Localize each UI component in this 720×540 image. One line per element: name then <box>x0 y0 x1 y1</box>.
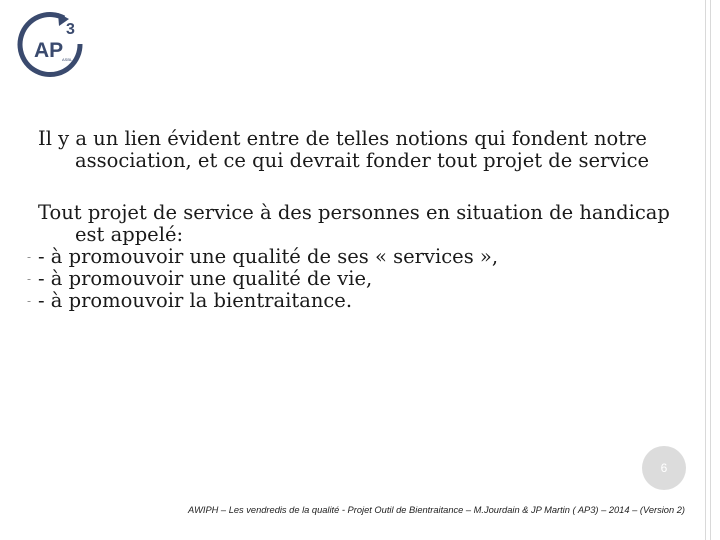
list-item-text: - à promouvoir une qualité de vie, <box>38 267 373 290</box>
bullet-list <box>27 245 698 312</box>
list-item <box>27 289 698 312</box>
page-number-badge <box>642 446 686 490</box>
logo-superscript: 3 <box>66 21 75 38</box>
footer-text: AWIPH – Les vendredis de la qualité - Projet Outil de Bientraitance – M.Jourdain & JP Martin ( AP3) – 2014 – (Version 2) <box>188 505 685 515</box>
list-item <box>27 267 698 290</box>
list-item <box>27 245 698 268</box>
ap3-logo <box>14 10 88 82</box>
logo-small-text: ASBL <box>62 57 73 62</box>
paragraph-intro <box>38 128 698 172</box>
paragraph-line: est appelé: <box>75 223 184 246</box>
paragraph-line: Il y a un lien évident entre de telles notions qui fondent notre <box>38 127 647 150</box>
edge-decoration-line <box>705 0 706 540</box>
bullet-marker: - <box>27 272 32 286</box>
bullet-marker: - <box>27 294 32 308</box>
logo-main-text: AP <box>34 39 64 62</box>
paragraph-line: Tout projet de service à des personnes en situation de handicap <box>38 201 670 224</box>
edge-decoration-line <box>710 0 711 540</box>
slide-body <box>27 127 698 312</box>
list-item-text: - à promouvoir la bientraitance. <box>38 289 353 312</box>
bullet-marker: - <box>27 250 32 264</box>
paragraph-project <box>38 202 698 246</box>
paragraph-line: association, et ce qui devrait fonder tout projet de service <box>75 149 650 172</box>
list-item-text: - à promouvoir une qualité de ses « services », <box>38 245 499 268</box>
page-number: 6 <box>660 461 668 475</box>
